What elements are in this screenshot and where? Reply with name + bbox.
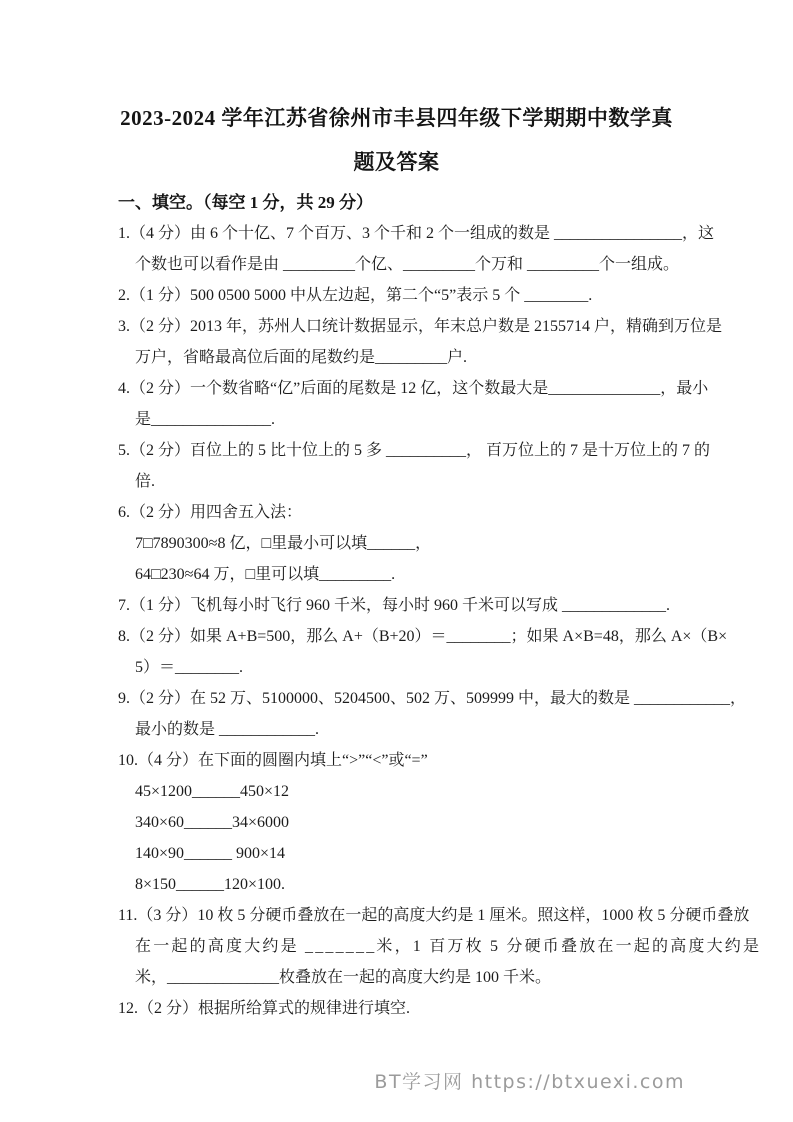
question-5-line: 倍. <box>135 473 156 490</box>
question-4 <box>118 373 709 435</box>
question-9-line: 9.（2 分）在 52 万、5100000、5204500、502 万、509999 中，最大的数是 ____________， <box>118 690 747 707</box>
question-11-line: 在一起的高度大约是 _______米，1 百万枚 5 分硬币叠放在一起的高度大约是 <box>135 938 762 955</box>
question-10-comparison: 45×1200______450×12 <box>135 783 290 800</box>
question-7 <box>118 590 693 621</box>
question-3-line: 3.（2 分）2013 年，苏州人口统计数据显示，年末总户数是 2155714 户，精确到万位是 <box>118 318 723 335</box>
question-6-line: 7□7890300≈8 亿，□里最小可以填______， <box>135 535 432 552</box>
question-4-line: 是_______________. <box>135 411 276 428</box>
question-10-line: 10.（4 分）在下面的圆圈内填上“>”“<”或“=” <box>118 752 428 769</box>
question-9-line: 最小的数是 ____________. <box>135 721 320 738</box>
question-3 <box>118 311 723 373</box>
question-1-line: 个数也可以看作是由 _________个亿、_________个万和 _________个一组成。 <box>135 256 680 273</box>
exam-content <box>0 187 793 1024</box>
page-title <box>0 96 793 184</box>
question-6-line: 64□230≈64 万，□里可以填_________. <box>135 566 396 583</box>
question-7-line: 7.（1 分）飞机每小时飞行 960 千米，每小时 960 千米可以写成 _____________. <box>118 597 671 614</box>
section-heading: 一、填空。（每空 1 分，共 29 分） <box>118 193 373 212</box>
question-6 <box>118 497 693 590</box>
question-6-line: 6.（2 分）用四舍五入法： <box>118 504 303 521</box>
question-8-line: 8.（2 分）如果 A+B=500，那么 A+（B+20）＝________；如果 A×B=48，那么 A×（B× <box>118 628 728 645</box>
question-11-line: 米，______________枚叠放在一起的高度大约是 100 千米。 <box>135 969 552 986</box>
footer <box>374 1067 685 1094</box>
question-1-line: 1.（4 分）由 6 个十亿、7 个百万、3 个千和 2 个一组成的数是 ________________，这 <box>118 225 715 242</box>
question-5-line: 5.（2 分）百位上的 5 比十位上的 5 多 __________， 百万位上的 7 是十万位上的 7 的 <box>118 442 711 459</box>
question-1 <box>118 218 715 280</box>
question-12-line: 12.（2 分）根据所给算式的规律进行填空. <box>118 1000 411 1017</box>
question-10-comparison: 8×150______120×100. <box>135 876 286 893</box>
question-8 <box>118 621 728 683</box>
question-5 <box>118 435 711 497</box>
footer-site-link[interactable]: BT学习网 https://btxuexi.com <box>374 1071 685 1093</box>
question-2 <box>118 280 693 311</box>
page-title-line-2: 题及答案 <box>353 150 440 174</box>
question-9 <box>118 683 747 745</box>
question-2-line: 2.（1 分）500 0500 5000 中从左边起，第二个“5”表示 5 个 ________. <box>118 287 593 304</box>
question-10 <box>118 745 693 900</box>
question-10-comparison: 140×90______ 900×14 <box>135 845 286 862</box>
question-11 <box>118 900 762 993</box>
question-10-comparison: 340×60______34×6000 <box>135 814 290 831</box>
question-8-line: 5）＝________. <box>135 659 244 676</box>
question-11-line: 11.（3 分）10 枚 5 分硬币叠放在一起的高度大约是 1 厘米。照这样，1000 枚 5 分硬币叠放 <box>118 907 750 924</box>
question-3-line: 万户，省略最高位后面的尾数约是_________户. <box>135 349 468 366</box>
question-12 <box>118 993 693 1024</box>
page-title-line-1: 2023-2024 学年江苏省徐州市丰县四年级下学期期中数学真 <box>120 106 673 130</box>
question-4-line: 4.（2 分）一个数省略“亿”后面的尾数是 12 亿，这个数最大是______________，最小 <box>118 380 709 397</box>
